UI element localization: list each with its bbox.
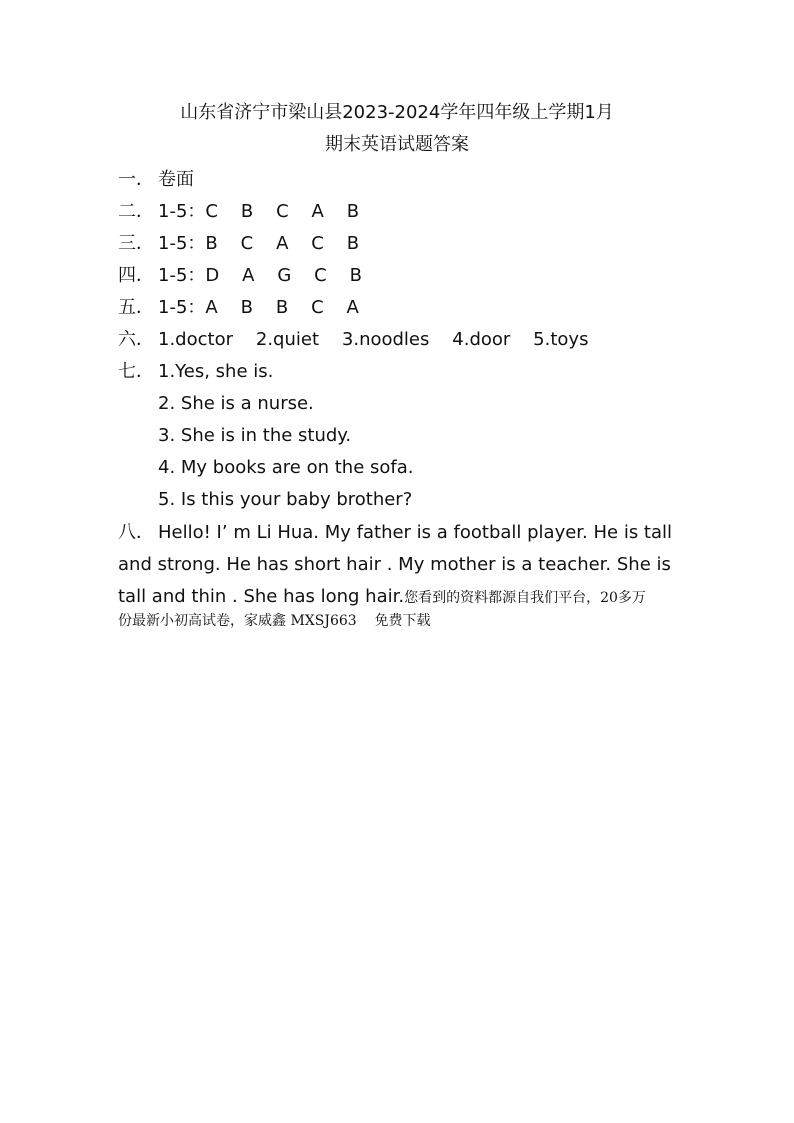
section-2 [118, 196, 698, 228]
promo-text-part-2: 份最新小初高试卷，家威鑫 MXSJ663 免费下载 [118, 613, 431, 629]
section-number: 七． [118, 361, 154, 382]
section-8 [118, 517, 688, 633]
section-number: 八． [118, 522, 154, 543]
essay-text-1: Hello! I’ m Li Hua. My father is a football player. He is tall [158, 522, 673, 543]
section-7-item-1: 1.Yes, she is. [158, 361, 274, 382]
section-4 [118, 260, 698, 292]
promo-text-part-1: 您看到的资料都源自我们平台，20多万 [404, 590, 646, 606]
section-3 [118, 228, 698, 260]
section-number: 四． [118, 265, 154, 286]
essay-text-3: tall and thin . She has long hair. [118, 586, 405, 607]
section-7 [118, 356, 698, 388]
section-7-item-5: 5. Is this your baby brother? [158, 489, 413, 510]
essay-line-1 [118, 517, 688, 549]
section-answer: 1-5：B C A C B [158, 233, 360, 254]
section-answer: 1-5：D A G C B [158, 265, 362, 286]
section-7-item-2: 2. She is a nurse. [158, 393, 314, 414]
page-title-line-1: 山东省济宁市梁山县2023-2024学年四年级上学期1月 [180, 102, 614, 123]
section-number: 六． [118, 329, 154, 350]
section-answer: 卷面 [158, 169, 194, 190]
section-5 [118, 292, 698, 324]
section-number: 二． [118, 201, 154, 222]
section-1 [118, 164, 698, 196]
section-number: 一． [118, 169, 154, 190]
section-number: 三． [118, 233, 154, 254]
section-answer: 1-5：C B C A B [158, 201, 360, 222]
section-7-item-4: 4. My books are on the sofa. [158, 457, 414, 478]
section-7-item-3: 3. She is in the study. [158, 425, 352, 446]
answer-list [118, 164, 698, 633]
page-title-line-2: 期末英语试题答案 [325, 134, 469, 155]
section-6 [118, 324, 698, 356]
essay-line-2: and strong. He has short hair . My mother is a teacher. She is [118, 554, 671, 575]
section-answer: 1.doctor 2.quiet 3.noodles 4.door 5.toys [158, 329, 589, 350]
section-answer: 1-5：A B B C A [158, 297, 359, 318]
section-number: 五． [118, 297, 154, 318]
